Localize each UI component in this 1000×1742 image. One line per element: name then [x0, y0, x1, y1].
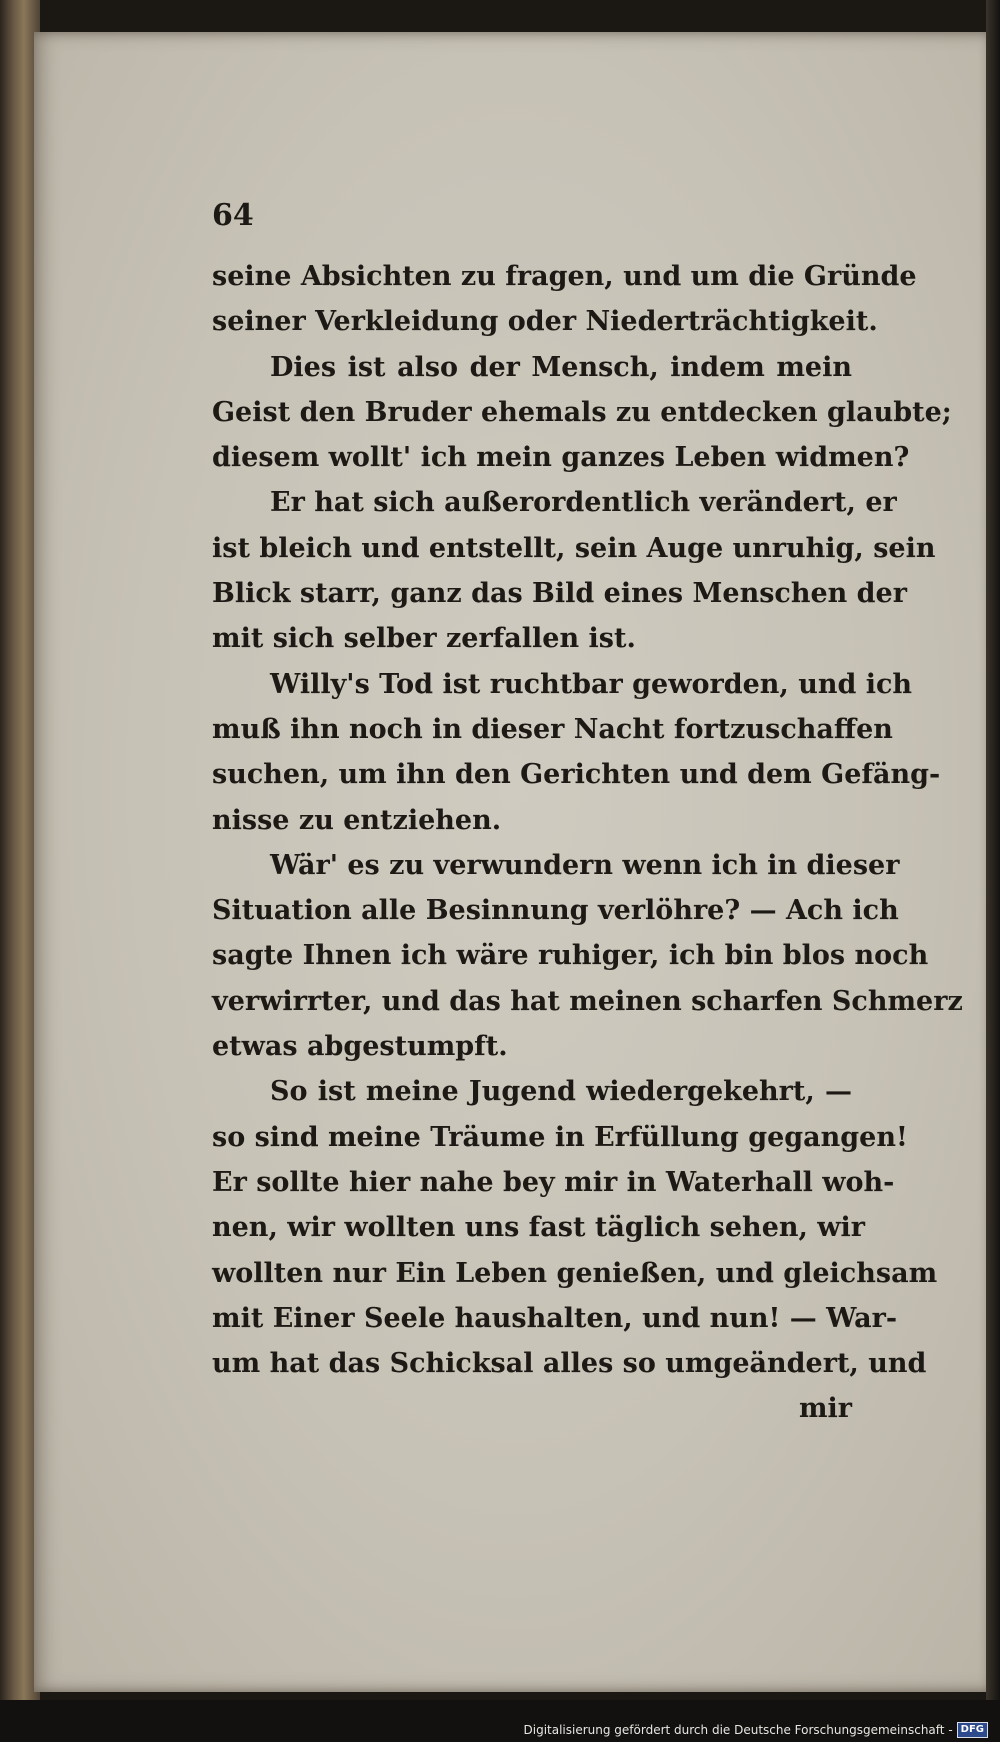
text-line: Blick starr, ganz das Bild eines Menschen der [212, 578, 907, 610]
text-line: Dies ist also der Mensch, indem mein [270, 351, 852, 383]
text-line: so sind meine Träume in Erfüllung gegangen! [212, 1121, 908, 1153]
text-line: etwas abgestumpft. [212, 1031, 508, 1063]
text-line: diesem wollt' ich mein ganzes Leben widmen? [212, 442, 910, 474]
text-line: Geist den Bruder ehemals zu entdecken glaubte; [212, 396, 952, 428]
text-line: So ist meine Jugend wiedergekehrt, — [270, 1076, 852, 1108]
text-line: um hat das Schicksal alles so umgeändert, und [212, 1348, 927, 1380]
text-line: ist bleich und entstellt, sein Auge unruhig, sein [212, 532, 936, 564]
text-line: mit sich selber zerfallen ist. [212, 623, 636, 655]
text-line: sagte Ihnen ich wäre ruhiger, ich bin blos noch [212, 940, 929, 972]
catchword: mir [798, 1393, 852, 1425]
credit-text: Digitalisierung gefördert durch die Deutsche Forschungsgemeinschaft - [523, 1723, 953, 1737]
text-line: Situation alle Besinnung verlöhre? — Ach ich [212, 895, 899, 927]
digitization-credit [524, 1722, 989, 1738]
page-number: 64 [212, 198, 254, 233]
page-text-block [212, 196, 963, 1432]
text-line: seiner Verkleidung oder Niederträchtigkeit. [212, 306, 878, 338]
text-line: Er hat sich außerordentlich verändert, er [270, 487, 897, 519]
text-line: seine Absichten zu fragen, und um die Gründe [212, 261, 917, 292]
text-line: Er sollte hier nahe bey mir in Waterhall woh- [212, 1166, 895, 1198]
text-line: verwirrter, und das hat meinen scharfen Schmerz [212, 985, 963, 1017]
text-line: wollten nur Ein Leben genießen, und gleichsam [212, 1257, 938, 1289]
text-line: nen, wir wollten uns fast täglich sehen, wir [212, 1212, 866, 1244]
text-line: suchen, um ihn den Gerichten und dem Gefäng- [212, 759, 941, 791]
text-line: nisse zu entziehen. [212, 804, 502, 836]
page-right-edge [986, 0, 1000, 1700]
text-line: Willy's Tod ist ruchtbar geworden, und ich [270, 668, 913, 700]
text-line: Wär' es zu verwundern wenn ich in dieser [270, 849, 900, 881]
text-line: muß ihn noch in dieser Nacht fortzuschaffen [212, 713, 893, 745]
dfg-logo-icon: DFG [957, 1722, 988, 1738]
text-line: mit Einer Seele haushalten, und nun! — War- [212, 1302, 898, 1334]
